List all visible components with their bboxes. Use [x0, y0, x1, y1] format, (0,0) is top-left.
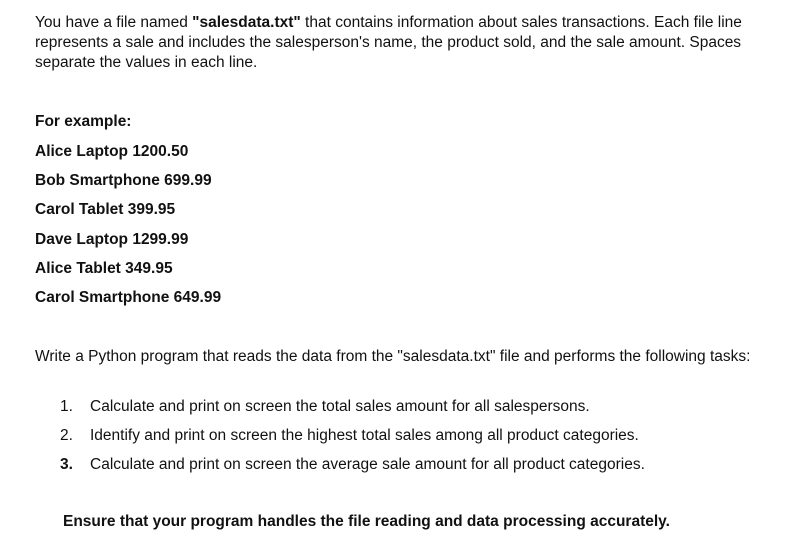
closing-statement: Ensure that your program handles the file reading and data processing accurately. [63, 513, 670, 530]
example-line: Alice Laptop 1200.50 [35, 143, 189, 160]
task-text: Calculate and print on screen the total sales amount for all salespersons. [90, 398, 590, 415]
example-line: Alice Tablet 349.95 [35, 259, 173, 277]
task-intro-paragraph: Write a Python program that reads the data from the "salesdata.txt" file and performs the following tasks: [35, 348, 751, 365]
task-item [60, 397, 645, 426]
example-line: Carol Tablet 399.95 [35, 201, 176, 219]
example-line: Carol Smartphone 649.99 [35, 288, 222, 306]
intro-text-after: that contains information about sales transactions. Each file line represents a sale and includes the salesperson's name, the product sold, and the sale amount. Spaces separate the values in each line. [35, 14, 742, 71]
intro-text-before: You have a file named [35, 14, 193, 31]
example-line: Bob Smartphone 699.99 [35, 172, 212, 190]
task-number: 1. [60, 398, 73, 415]
task-text: Calculate and print on screen the average sale amount for all product categories. [90, 456, 645, 473]
example-line: Dave Laptop 1299.99 [35, 230, 189, 248]
example-heading: For example: [35, 113, 132, 130]
intro-paragraph [35, 13, 780, 73]
task-item [60, 455, 645, 484]
task-item [60, 426, 645, 455]
task-text: Identify and print on screen the highest total sales among all product categories. [90, 427, 639, 444]
task-number: 2. [60, 427, 73, 444]
intro-filename: "salesdata.txt" [192, 14, 301, 31]
task-number: 3. [60, 456, 73, 473]
example-list [35, 142, 221, 317]
task-list [60, 397, 645, 484]
